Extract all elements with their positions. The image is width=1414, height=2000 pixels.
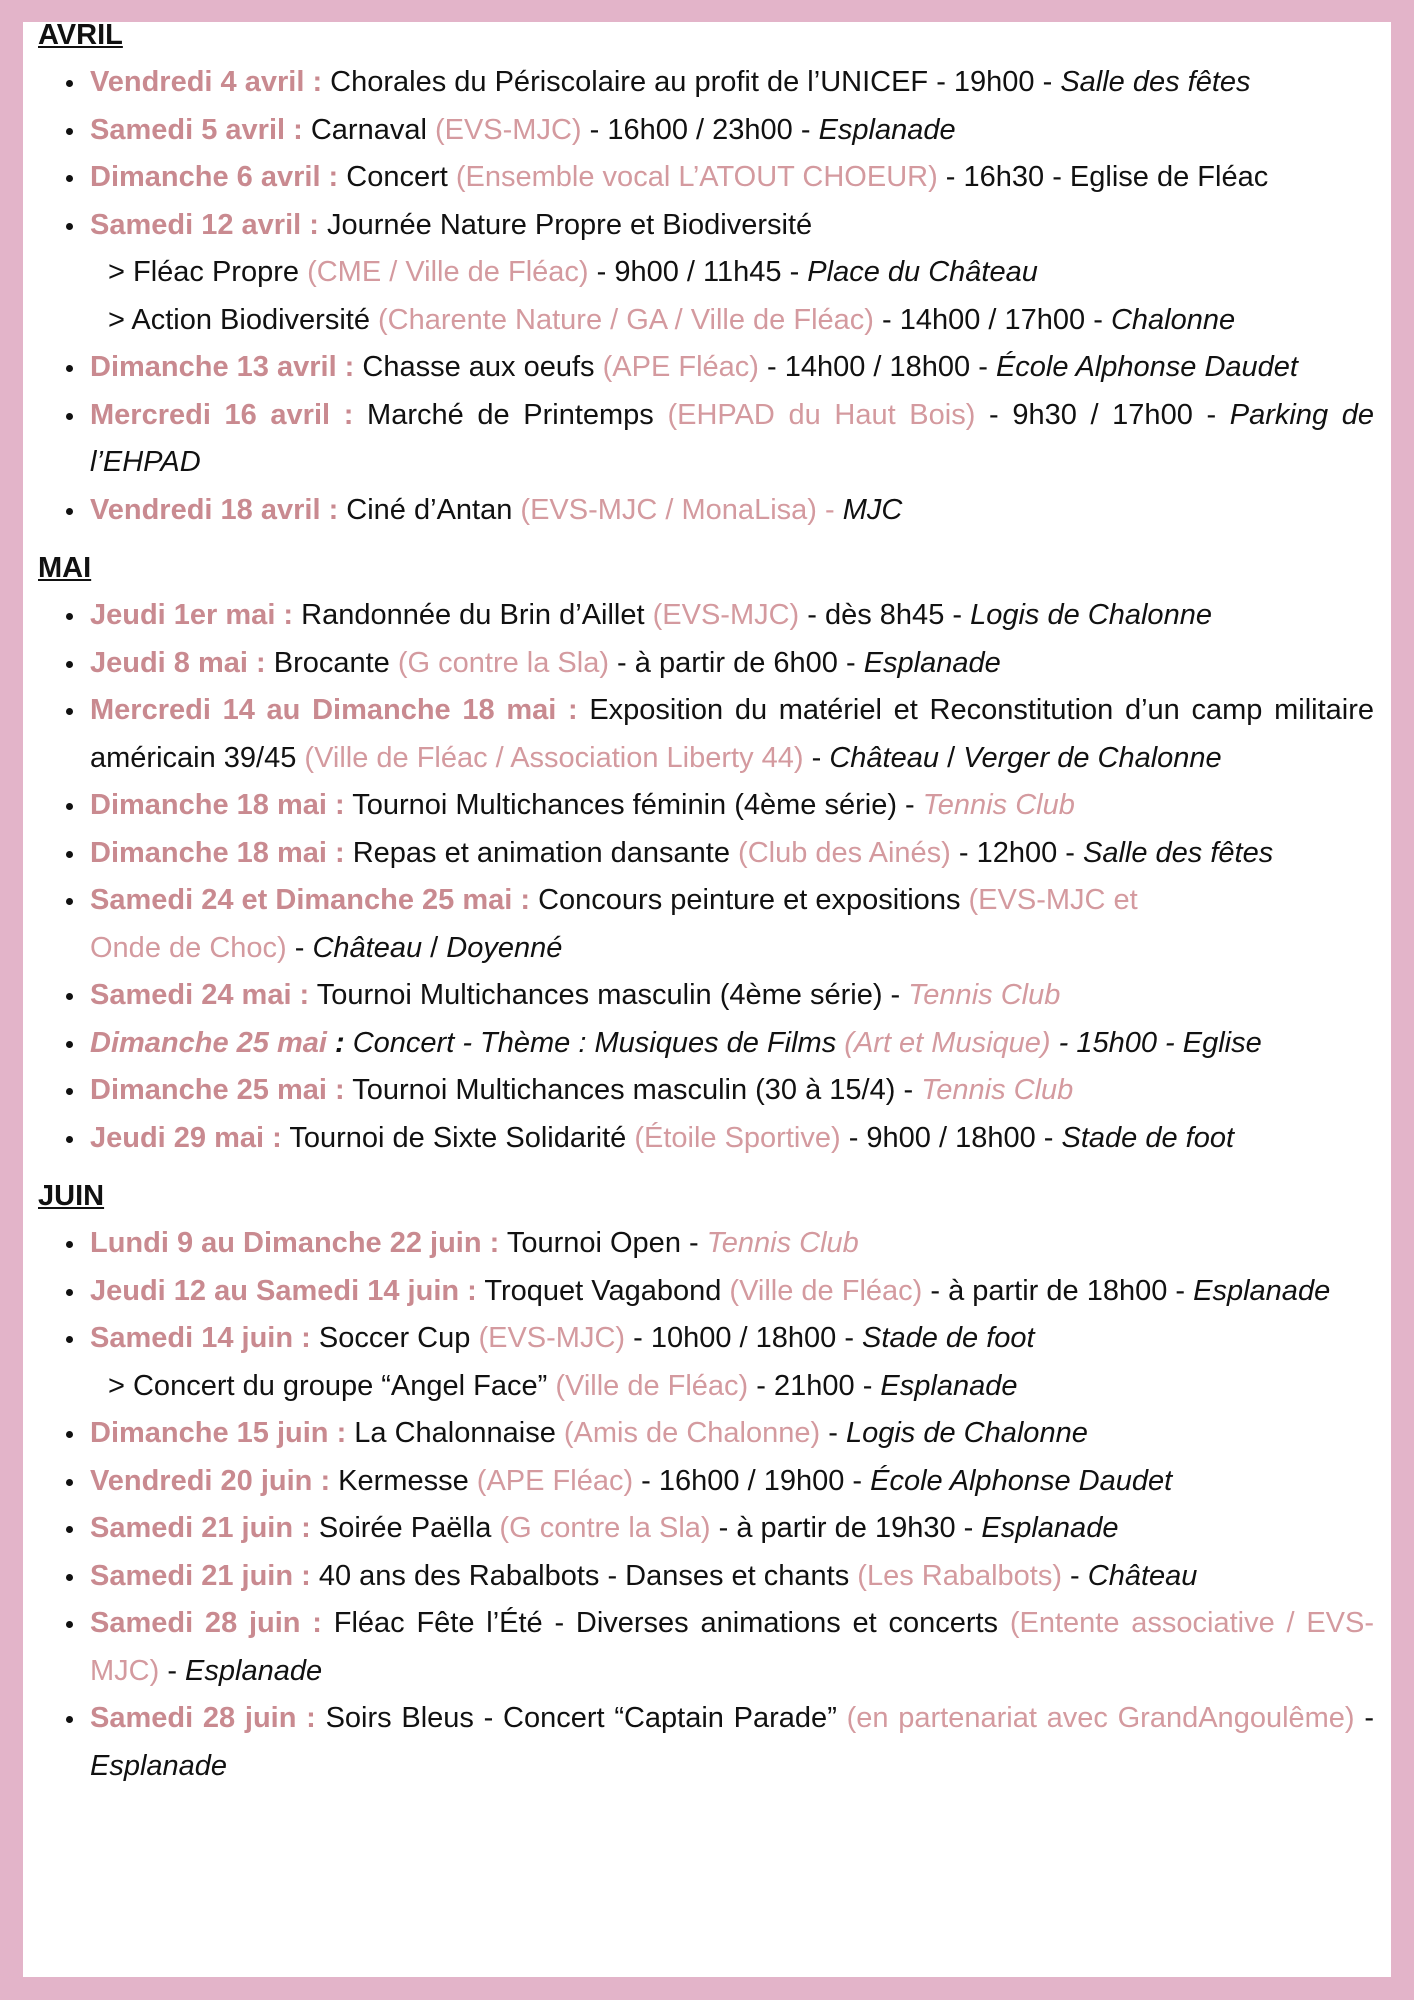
events-calendar bbox=[38, 19, 1375, 1790]
event-item bbox=[38, 1115, 1374, 1163]
event-description: Brocante bbox=[265, 646, 398, 679]
event-organizer: (EHPAD du Haut Bois) bbox=[667, 398, 976, 431]
event-organizer: (en partenariat avec GrandAngoulême) bbox=[846, 1702, 1355, 1734]
event-item bbox=[38, 1268, 1374, 1316]
event-date: Jeudi 1er mai : bbox=[90, 599, 294, 631]
event-item bbox=[38, 1600, 1374, 1695]
event-place: Place du Château bbox=[807, 256, 1038, 288]
event-date: Jeudi 29 mai : bbox=[90, 1121, 282, 1154]
event-organizer: (EVS-MJC / MonaLisa) - bbox=[520, 493, 843, 526]
event-description: Concours peinture et expositions bbox=[530, 884, 969, 916]
event-description: Fléac Fête l’Été - Diverses animations et concerts bbox=[321, 1607, 1010, 1639]
event-subitem bbox=[38, 1363, 1374, 1411]
event-item bbox=[38, 154, 1374, 202]
event-place: Stade de foot bbox=[862, 1322, 1035, 1354]
event-item bbox=[38, 1505, 1374, 1553]
event-time: - 21h00 - bbox=[748, 1369, 881, 1402]
event-organizer: (EVS-MJC) bbox=[652, 599, 800, 631]
event-list-juin-continued bbox=[38, 1410, 1374, 1790]
event-description: Journée Nature Propre et Biodiversité bbox=[318, 208, 813, 241]
event-time: - 10h00 / 18h00 - bbox=[625, 1322, 863, 1354]
event-description: Tournoi de Sixte Solidarité bbox=[281, 1121, 635, 1154]
event-date: Vendredi 18 avril : bbox=[90, 493, 339, 526]
event-place: École Alphonse Daudet bbox=[870, 1464, 1173, 1497]
event-description: Ciné d’Antan bbox=[338, 493, 521, 526]
event-date: Dimanche 25 mai bbox=[90, 1026, 327, 1059]
event-place: Esplanade bbox=[981, 1512, 1119, 1544]
event-time: - à partir de 18h00 - bbox=[922, 1274, 1194, 1307]
event-date: Samedi 24 mai : bbox=[90, 979, 310, 1011]
event-description: Tournoi Multichances masculin (4ème série) - bbox=[309, 979, 909, 1011]
event-time: - 9h30 / 17h00 - bbox=[975, 398, 1230, 431]
event-organizer: (Entente associative / EVS-MJC) bbox=[90, 1607, 1375, 1687]
event-place: Château bbox=[1087, 1559, 1198, 1592]
event-description: Carnaval bbox=[302, 113, 435, 146]
event-place: Château bbox=[829, 741, 940, 774]
event-place: Tennis Club bbox=[706, 1227, 859, 1259]
event-date: Dimanche 18 mai : bbox=[90, 789, 345, 821]
event-organizer: (Charente Nature / GA / Ville de Fléac) bbox=[378, 303, 874, 336]
event-description: Tournoi Multichances masculin (30 à 15/4) - bbox=[344, 1074, 922, 1106]
event-separator: / bbox=[939, 741, 964, 774]
event-organizer: Onde de Choc) bbox=[90, 931, 287, 964]
event-place: Tennis Club bbox=[908, 979, 1061, 1011]
event-time: - 16h30 - Eglise de Fléac bbox=[937, 161, 1269, 193]
event-subitem bbox=[38, 249, 1374, 297]
event-organizer: (Amis de Chalonne) bbox=[563, 1417, 821, 1449]
event-place: Logis de Chalonne bbox=[970, 599, 1212, 631]
event-date: Samedi 14 juin : bbox=[90, 1322, 311, 1354]
event-description: Repas et animation dansante bbox=[344, 836, 739, 869]
event-description: > Action Biodiversité bbox=[108, 303, 379, 336]
event-place: Tennis Club bbox=[922, 789, 1075, 821]
event-place: Parking de l’EHPAD bbox=[90, 398, 1374, 478]
event-organizer: (Art et Musique) bbox=[844, 1026, 1051, 1059]
event-place: Logis de Chalonne bbox=[845, 1417, 1088, 1449]
event-list-avril bbox=[38, 59, 1374, 249]
event-separator: / bbox=[422, 931, 447, 964]
event-description: Exposition du matériel et Reconstitution d’un camp militaire américain 39/45 bbox=[90, 694, 1374, 774]
event-time: - bbox=[1354, 1702, 1374, 1734]
month-heading-juin: JUIN bbox=[38, 1180, 105, 1212]
event-subitem bbox=[38, 297, 1374, 345]
event-date: Samedi 24 et Dimanche 25 mai : bbox=[90, 884, 531, 916]
event-date: Samedi 12 avril : bbox=[90, 208, 319, 241]
event-date: Mercredi 16 avril : bbox=[90, 398, 354, 431]
event-description: > Fléac Propre bbox=[108, 256, 308, 288]
event-organizer: (Ville de Fléac) bbox=[555, 1369, 749, 1402]
event-colon: : bbox=[326, 1026, 345, 1059]
event-time: - bbox=[820, 1417, 846, 1449]
event-item bbox=[38, 107, 1374, 155]
event-item bbox=[38, 1220, 1374, 1268]
event-date: Samedi 21 juin : bbox=[90, 1559, 311, 1592]
event-organizer: (Club des Ainés) bbox=[738, 836, 951, 869]
event-organizer: (G contre la Sla) bbox=[499, 1512, 711, 1544]
event-place: Stade de foot bbox=[1061, 1121, 1235, 1154]
event-organizer: (EVS-MJC) bbox=[434, 113, 582, 146]
event-organizer: (Les Rabalbots) bbox=[857, 1559, 1062, 1592]
event-date: Samedi 21 juin : bbox=[90, 1512, 311, 1544]
event-organizer: (Étoile Sportive) bbox=[634, 1121, 841, 1154]
event-time: - 16h00 / 19h00 - bbox=[633, 1464, 871, 1497]
event-date: Samedi 28 juin : bbox=[90, 1702, 316, 1734]
month-heading-avril: AVRIL bbox=[38, 19, 123, 51]
event-description: Marché de Printemps bbox=[353, 398, 668, 431]
event-list-juin bbox=[38, 1220, 1374, 1363]
event-time: - bbox=[1062, 1559, 1088, 1592]
event-time-place: - 15h00 - Eglise bbox=[1050, 1026, 1262, 1059]
event-item bbox=[38, 1553, 1374, 1601]
event-date: Lundi 9 au Dimanche 22 juin : bbox=[90, 1227, 500, 1259]
event-description: Tournoi Multichances féminin (4ème série) - bbox=[344, 789, 923, 821]
event-organizer: (Ville de Fléac) bbox=[729, 1274, 923, 1307]
event-time: - 14h00 / 17h00 - bbox=[873, 303, 1111, 336]
event-separator: - bbox=[286, 931, 313, 964]
event-time: - dès 8h45 - bbox=[799, 599, 971, 631]
event-item bbox=[38, 592, 1374, 640]
event-description: Soirs Bleus - Concert “Captain Parade” bbox=[315, 1702, 847, 1734]
event-description: Concert - Thème : Musiques de Films bbox=[344, 1026, 845, 1059]
event-time: - à partir de 6h00 - bbox=[609, 646, 864, 679]
event-organizer: (APE Fléac) bbox=[602, 351, 759, 383]
event-place: Esplanade bbox=[880, 1369, 1018, 1402]
event-place: Salle des fêtes bbox=[1083, 836, 1274, 869]
event-item bbox=[38, 782, 1374, 830]
event-item bbox=[38, 1020, 1374, 1068]
event-item bbox=[38, 59, 1374, 107]
event-description: Randonnée du Brin d’Aillet bbox=[293, 599, 653, 631]
event-place: Chalonne bbox=[1110, 303, 1236, 336]
event-date: Samedi 28 juin : bbox=[90, 1607, 322, 1639]
event-item bbox=[38, 640, 1374, 688]
event-date: Dimanche 15 juin : bbox=[90, 1417, 347, 1449]
event-item bbox=[38, 1458, 1374, 1506]
event-description: Chasse aux oeufs bbox=[354, 351, 603, 383]
event-description: Troquet Vagabond bbox=[476, 1274, 730, 1307]
event-date: Dimanche 6 avril : bbox=[90, 161, 339, 193]
event-organizer: (CME / Ville de Fléac) bbox=[307, 256, 589, 288]
event-item bbox=[38, 202, 1374, 250]
event-item bbox=[38, 1067, 1374, 1115]
event-organizer: (Ville de Fléac / Association Liberty 44) bbox=[304, 741, 804, 774]
event-time: - 16h00 / 23h00 - bbox=[581, 113, 819, 146]
event-description: Soirée Paëlla bbox=[310, 1512, 500, 1544]
event-list-mai bbox=[38, 592, 1374, 1162]
event-date: Jeudi 8 mai : bbox=[90, 646, 266, 679]
event-description: Concert bbox=[338, 161, 456, 193]
event-date: Dimanche 13 avril : bbox=[90, 351, 355, 383]
event-time: - bbox=[159, 1654, 186, 1687]
event-item bbox=[38, 1315, 1374, 1363]
event-place: Esplanade bbox=[1193, 1274, 1331, 1307]
event-time: - 12h00 - bbox=[950, 836, 1083, 869]
event-item bbox=[38, 487, 1374, 535]
event-date: Samedi 5 avril : bbox=[90, 113, 303, 146]
event-item bbox=[38, 830, 1374, 878]
event-date: Vendredi 20 juin : bbox=[90, 1464, 331, 1497]
event-item bbox=[38, 687, 1374, 782]
month-heading-mai: MAI bbox=[38, 552, 92, 584]
event-list-avril-continued bbox=[38, 344, 1374, 534]
event-item bbox=[38, 392, 1374, 487]
event-place: Verger de Chalonne bbox=[963, 741, 1222, 774]
event-date: Dimanche 25 mai : bbox=[90, 1074, 345, 1106]
event-place: Esplanade bbox=[185, 1654, 323, 1687]
event-time: - 14h00 / 18h00 - bbox=[758, 351, 996, 383]
event-description: Chorales du Périscolaire au profit de l’UNICEF - 19h00 - bbox=[322, 66, 1061, 98]
event-date: Dimanche 18 mai : bbox=[90, 836, 345, 869]
event-date: Vendredi 4 avril : bbox=[90, 66, 323, 98]
event-item bbox=[38, 344, 1374, 392]
event-place: Esplanade bbox=[90, 1749, 228, 1782]
event-date: Mercredi 14 au Dimanche 18 mai : bbox=[90, 694, 578, 726]
event-organizer: (G contre la Sla) bbox=[397, 646, 609, 679]
event-description: Soccer Cup bbox=[310, 1322, 479, 1354]
event-place: MJC bbox=[842, 493, 903, 526]
event-item bbox=[38, 877, 1374, 972]
event-place: Esplanade bbox=[863, 646, 1001, 679]
event-date: Jeudi 12 au Samedi 14 juin : bbox=[90, 1274, 477, 1307]
event-place: Esplanade bbox=[818, 113, 956, 146]
event-item bbox=[38, 1695, 1374, 1790]
event-description: > Concert du groupe “Angel Face” bbox=[108, 1369, 556, 1402]
event-description: Tournoi Open - bbox=[499, 1227, 707, 1259]
event-item bbox=[38, 972, 1374, 1020]
event-place: École Alphonse Daudet bbox=[995, 351, 1298, 383]
event-place: Salle des fêtes bbox=[1060, 66, 1251, 98]
event-description: 40 ans des Rabalbots - Danses et chants bbox=[310, 1559, 858, 1592]
event-place: Château bbox=[312, 931, 423, 964]
event-time: - à partir de 19h30 - bbox=[710, 1512, 982, 1544]
page-frame bbox=[23, 19, 1391, 1977]
event-place: Tennis Club bbox=[921, 1074, 1074, 1106]
event-description: Kermesse bbox=[330, 1464, 477, 1497]
event-place: Doyenné bbox=[446, 931, 563, 964]
event-organizer: (APE Fléac) bbox=[476, 1464, 634, 1497]
event-organizer: (EVS-MJC) bbox=[478, 1322, 626, 1354]
event-time: - 9h00 / 18h00 - bbox=[840, 1121, 1062, 1154]
event-time: - 9h00 / 11h45 - bbox=[588, 256, 808, 288]
event-organizer: (EVS-MJC et bbox=[968, 884, 1138, 916]
event-organizer: (Ensemble vocal L’ATOUT CHOEUR) bbox=[455, 161, 938, 193]
event-item bbox=[38, 1410, 1374, 1458]
event-separator: - bbox=[803, 741, 830, 774]
event-description: La Chalonnaise bbox=[346, 1417, 564, 1449]
